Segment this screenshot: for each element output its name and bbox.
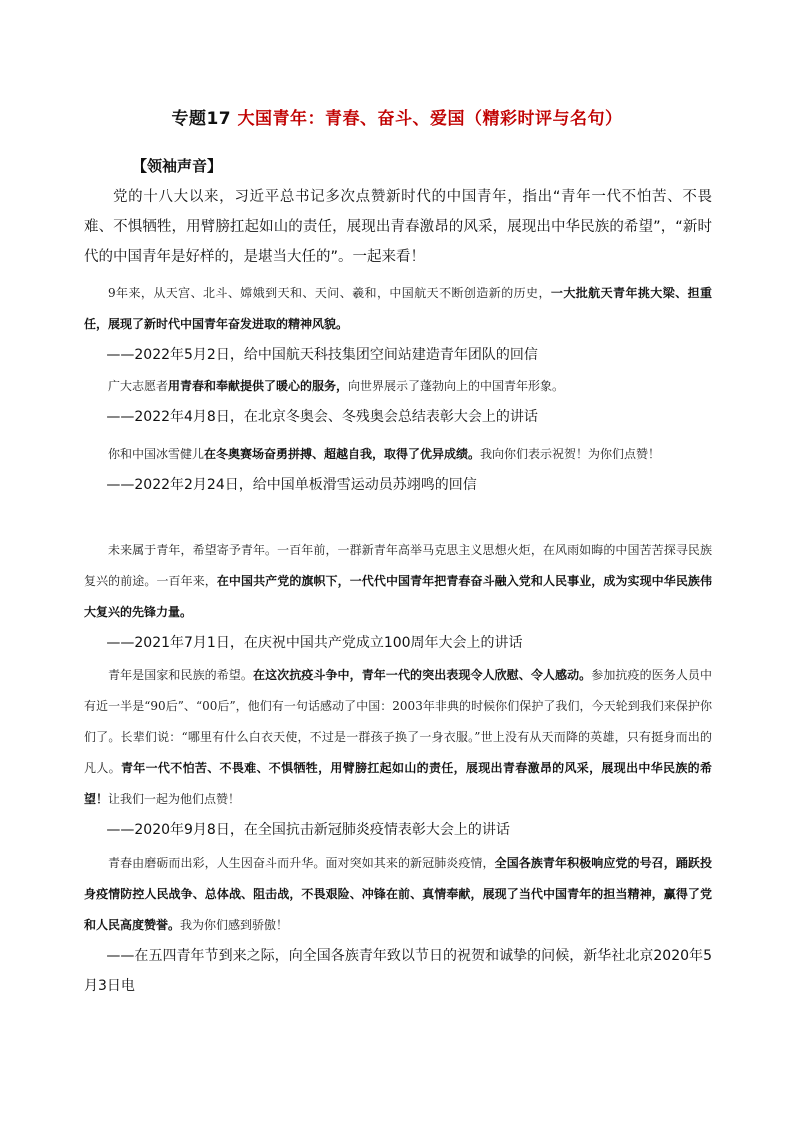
intro-paragraph: 党的十八大以来，习近平总书记多次点赞新时代的中国青年，指出“青年一代不怕苦、不畏难、不惧牺牲，用臂膀扛起如山的责任，展现出青春激昂的风采，展现出中华民族的希望”，“新时代的中国青年是好样的，是堪当大任的”。一起来看！ xyxy=(84,189,712,265)
quote-text: 未来属于青年，希望寄予青年。一百年前，一群新青年高举马克思主义思想火炬，在风雨如晦的中国苦苦探寻民族复兴的前途。一百年来，在中国共产党的旗帜下，一代代中国青年把青春奋斗融入党和人民事业，成为实现中华民族伟大复兴的先锋力量。 xyxy=(84,543,712,619)
quote-block-2 xyxy=(84,371,712,432)
quote-text: 你和中国冰雪健儿在冬奥赛场奋勇拼搏、超越自我，取得了优异成绩。我向你们表示祝贺！为你们点赞！ xyxy=(108,447,661,461)
quote-block-5 xyxy=(84,660,712,845)
quote-text: 青春由磨砺而出彩，人生因奋斗而升华。面对突如其来的新冠肺炎疫情，全国各族青年积极响应党的号召，踊跃投身疫情防控人民战争、总体战、阻击战，不畏艰险、冲锋在前、真情奉献，展现了当代中国青年的担当精神，赢得了党和人民高度赞誉。我为你们感到骄傲！ xyxy=(84,856,712,932)
quote-block-4 xyxy=(84,535,712,658)
quote-source: ——2022年4月8日，在北京冬奥会、冬残奥会总结表彰大会上的讲话 xyxy=(106,409,538,425)
intro-block xyxy=(84,182,712,272)
quote-block-3 xyxy=(84,439,712,500)
title-label: 专题17 xyxy=(171,109,232,129)
quote-source: ——2022年2月24日，给中国单板滑雪运动员苏翊鸣的回信 xyxy=(106,477,477,493)
quote-text: 广大志愿者用青春和奉献提供了暖心的服务，向世界展示了蓬勃向上的中国青年形象。 xyxy=(108,379,565,393)
title-main: 大国青年：青春、奋斗、爱国（精彩时评与名句） xyxy=(237,109,623,129)
quote-block-6 xyxy=(84,848,712,1001)
quote-source: ——2020年9月8日，在全国抗击新冠肺炎疫情表彰大会上的讲话 xyxy=(106,822,510,838)
quote-text: 青年是国家和民族的希望。在这次抗疫斗争中，青年一代的突出表现令人欣慰、令人感动。参加抗疫的医务人员中有近一半是“90后”、“00后”，他们有一句话感动了中国：2003年非典的时候你们保护了我们，今天轮到我们来保护你们了。长辈们说：“哪里有什么白衣天使，不过是一群孩子换了一身衣服。”世上没有从天而降的英雄，只有挺身而出的凡人。青年一代不怕苦、不畏难、不惧牺牲，用臂膀扛起如山的责任，展现出青春激昂的风采，展现出中华民族的希望！让我们一起为他们点赞！ xyxy=(84,668,712,806)
section-heading: 【领袖声音】 xyxy=(132,157,223,175)
quote-source: ——在五四青年节到来之际，向全国各族青年致以节日的祝贺和诚挚的问候，新华社北京2020年5月3日电 xyxy=(84,948,712,994)
quote-source: ——2021年7月1日，在庆祝中国共产党成立100周年大会上的讲话 xyxy=(106,635,523,651)
quote-source: ——2022年5月2日，给中国航天科技集团空间站建造青年团队的回信 xyxy=(106,347,538,363)
page-title xyxy=(0,104,794,129)
quote-block-1 xyxy=(84,278,712,370)
quote-text: 9年来，从天宫、北斗、嫦娥到天和、天问、羲和，中国航天不断创造新的历史，一大批航天青年挑大梁、担重任，展现了新时代中国青年奋发进取的精神风貌。 xyxy=(84,286,712,331)
